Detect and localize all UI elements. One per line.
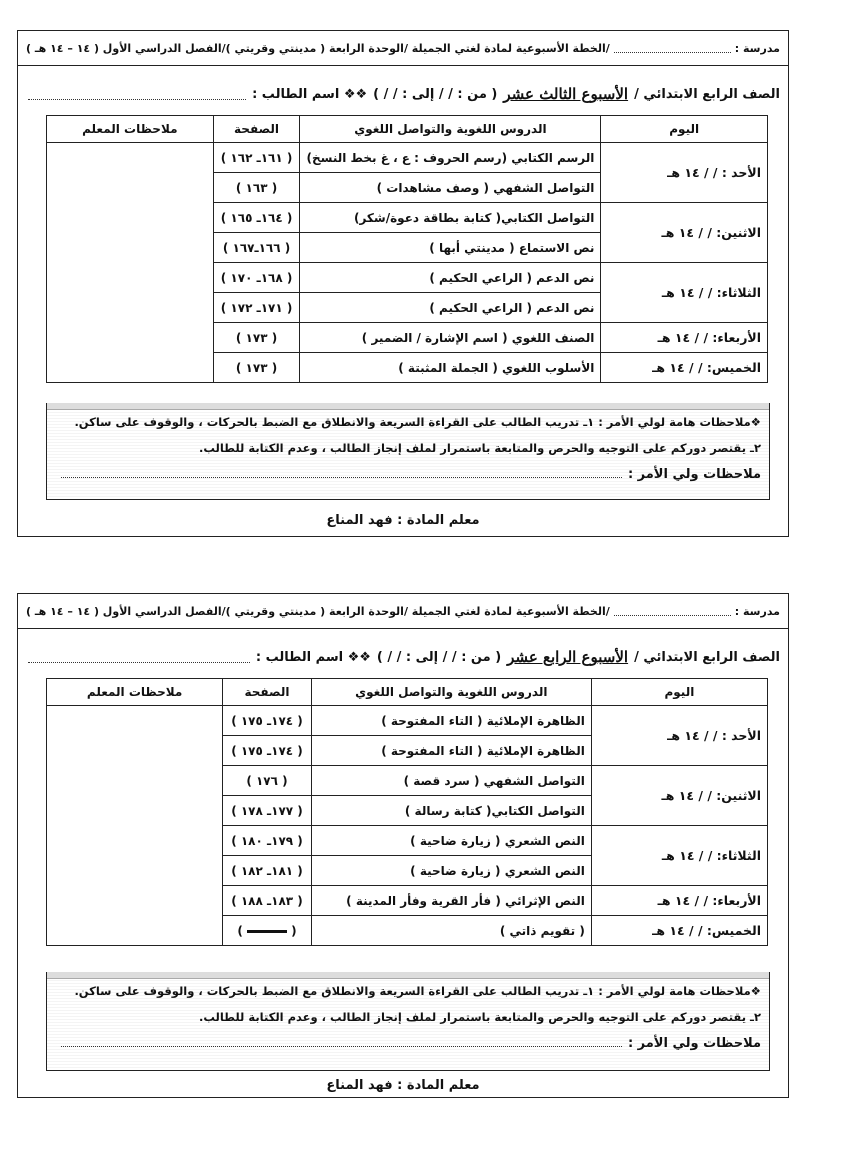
remark-line-2: ٢ـ يقتصر دوركم على التوجيه والحرص والمتابعة باستمرار لملف إنجاز الطالب ، وعدم الكتابة للطالب. <box>198 1010 761 1024</box>
lesson-cell: ( تقويم ذاتي ) <box>311 916 591 946</box>
guardian-notes-label: ملاحظات ولي الأمر : <box>627 1036 761 1051</box>
schedule-table <box>46 115 768 383</box>
page-cell: ( ١٦٦ـ١٦٧ ) <box>213 233 300 263</box>
lesson-cell: الرسم الكتابي (رسم الحروف : ع ، غ بخط النسخ) <box>300 143 601 173</box>
grade-label: الصف الرابع الابتدائي / <box>634 649 780 665</box>
grade-label: الصف الرابع الابتدائي / <box>634 86 780 102</box>
table-header-row <box>47 116 768 143</box>
column-header-day: اليوم <box>591 679 767 706</box>
guardian-notes <box>61 1036 761 1051</box>
student-name-label: ❖❖ اسم الطالب : <box>252 86 368 102</box>
page-cell: ( ١٧٧ـ ١٧٨ ) <box>223 796 312 826</box>
student-name-label: ❖❖ اسم الطالب : <box>255 649 371 665</box>
table-header-row <box>47 679 768 706</box>
day-cell: الأربعاء: / / ١٤ هـ <box>601 323 768 353</box>
lesson-cell: الظاهرة الإملائية ( التاء المفتوحة ) <box>311 736 591 766</box>
lesson-cell: النص الشعري ( زيارة ضاحية ) <box>311 856 591 886</box>
column-header-page: الصفحة <box>223 679 312 706</box>
column-header-notes: ملاحظات المعلم <box>47 679 223 706</box>
day-cell: الأحد : / / ١٤ هـ <box>601 143 768 203</box>
column-header-lessons: الدروس اللغوية والتواصل اللغوي <box>311 679 591 706</box>
schedule-table <box>46 678 768 946</box>
dash-mark <box>247 930 287 933</box>
lesson-cell: التواصل الشفهي ( سرد قصة ) <box>311 766 591 796</box>
page-cell: ( ١٦٨ـ ١٧٠ ) <box>213 263 300 293</box>
column-header-notes: ملاحظات المعلم <box>47 116 214 143</box>
lesson-cell: التواصل الشفهي ( وصف مشاهدات ) <box>300 173 601 203</box>
day-cell: الأربعاء: / / ١٤ هـ <box>591 886 767 916</box>
school-name-blank[interactable] <box>614 607 731 616</box>
lesson-cell: التواصل الكتابي( كتابة بطاقة دعوة/شكر) <box>300 203 601 233</box>
plan-header <box>18 31 788 66</box>
student-info-line <box>28 83 780 105</box>
remark-line-1: ❖ملاحظات هامة لولي الأمر : ١ـ تدريب الطالب على القراءة السريعة والانطلاق مع الضبط بالحركات ، والوقوف على ساكن. <box>74 984 761 998</box>
lesson-cell: نص الدعم ( الراعي الحكيم ) <box>300 263 601 293</box>
teacher-notes-cell[interactable] <box>47 143 214 383</box>
day-cell: الاثنين: / / ١٤ هـ <box>601 203 768 263</box>
remarks-box <box>46 972 770 1071</box>
student-name-blank[interactable] <box>28 652 250 663</box>
teacher-notes-cell[interactable] <box>47 706 223 946</box>
lesson-cell: نص الاستماع ( مدينتي أبها ) <box>300 233 601 263</box>
student-name-blank[interactable] <box>28 89 246 100</box>
lesson-cell: الأسلوب اللغوي ( الجملة المثبتة ) <box>300 353 601 383</box>
column-header-lessons: الدروس اللغوية والتواصل اللغوي <box>300 116 601 143</box>
page-cell: ( ١٧٦ ) <box>223 766 312 796</box>
plan-title: /الخطة الأسبوعية لمادة لغتي الجميلة /الوحدة الرابعة ( مدينتي وقريتي )/الفصل الدراسي الأول ( ١٤ – ١٤ هـ ) <box>26 41 610 55</box>
page-cell: ( ١٦١ـ ١٦٢ ) <box>213 143 300 173</box>
day-cell: الثلاثاء: / / ١٤ هـ <box>601 263 768 323</box>
page-cell: ( ١٧٤ـ ١٧٥ ) <box>223 736 312 766</box>
day-cell: الأحد : / / ١٤ هـ <box>591 706 767 766</box>
day-cell: الاثنين: / / ١٤ هـ <box>591 766 767 826</box>
page-cell: ( ١٧٩ـ ١٨٠ ) <box>223 826 312 856</box>
plan-header <box>18 594 788 629</box>
lesson-cell: الصنف اللغوي ( اسم الإشارة / الضمير ) <box>300 323 601 353</box>
school-label: مدرسة : <box>734 604 780 618</box>
page-cell: ( ١٨٣ـ ١٨٨ ) <box>223 886 312 916</box>
table-row <box>47 143 768 173</box>
remark-line-1: ❖ملاحظات هامة لولي الأمر : ١ـ تدريب الطالب على القراءة السريعة والانطلاق مع الضبط بالحركات ، والوقوف على ساكن. <box>74 415 761 429</box>
divider <box>47 403 769 410</box>
date-range: ( من : / / إلى : / / ) <box>373 86 498 102</box>
page-cell: ( ١٧٣ ) <box>213 323 300 353</box>
page-cell: ( ١٨١ـ ١٨٢ ) <box>223 856 312 886</box>
plan-title: /الخطة الأسبوعية لمادة لغتي الجميلة /الوحدة الرابعة ( مدينتي وقريتي )/الفصل الدراسي الأول ( ١٤ – ١٤ هـ ) <box>26 604 610 618</box>
school-label: مدرسة : <box>734 41 780 55</box>
page-cell: ( ١٧٣ ) <box>213 353 300 383</box>
lesson-cell: النص الشعري ( زيارة ضاحية ) <box>311 826 591 856</box>
guardian-notes-label: ملاحظات ولي الأمر : <box>627 467 761 482</box>
column-header-day: اليوم <box>601 116 768 143</box>
guardian-notes <box>61 467 761 482</box>
page-cell: ( ١٧٤ـ ١٧٥ ) <box>223 706 312 736</box>
day-cell: الخميس: / / ١٤ هـ <box>591 916 767 946</box>
teacher-signature: معلم المادة : فهد المناع <box>326 513 480 528</box>
lesson-cell: النص الإثرائي ( فأر القرية وفأر المدينة ) <box>311 886 591 916</box>
page-cell: ( ١٦٤ـ ١٦٥ ) <box>213 203 300 233</box>
school-name-blank[interactable] <box>614 44 731 53</box>
day-cell: الخميس: / / ١٤ هـ <box>601 353 768 383</box>
lesson-cell: نص الدعم ( الراعي الحكيم ) <box>300 293 601 323</box>
week-label: الأسبوع الرابع عشر <box>507 648 629 666</box>
guardian-notes-blank[interactable] <box>61 1036 622 1047</box>
weekly-plan-14 <box>17 593 789 1098</box>
page-cell: ( ) <box>223 916 312 946</box>
teacher-signature: معلم المادة : فهد المناع <box>326 1078 480 1093</box>
divider <box>47 972 769 979</box>
student-info-line <box>28 646 780 668</box>
week-label: الأسبوع الثالث عشر <box>503 85 629 103</box>
table-row <box>47 706 768 736</box>
remark-line-2: ٢ـ يقتصر دوركم على التوجيه والحرص والمتابعة باستمرار لملف إنجاز الطالب ، وعدم الكتابة للطالب. <box>198 441 761 455</box>
lesson-cell: التواصل الكتابي( كتابة رسالة ) <box>311 796 591 826</box>
day-cell: الثلاثاء: / / ١٤ هـ <box>591 826 767 886</box>
lesson-cell: الظاهرة الإملائية ( التاء المفتوحة ) <box>311 706 591 736</box>
page-cell: ( ١٧١ـ ١٧٢ ) <box>213 293 300 323</box>
column-header-page: الصفحة <box>213 116 300 143</box>
remarks-box <box>46 403 770 500</box>
weekly-plan-13 <box>17 30 789 537</box>
page-cell: ( ١٦٣ ) <box>213 173 300 203</box>
date-range: ( من : / / إلى : / / ) <box>376 649 502 665</box>
guardian-notes-blank[interactable] <box>61 467 622 478</box>
